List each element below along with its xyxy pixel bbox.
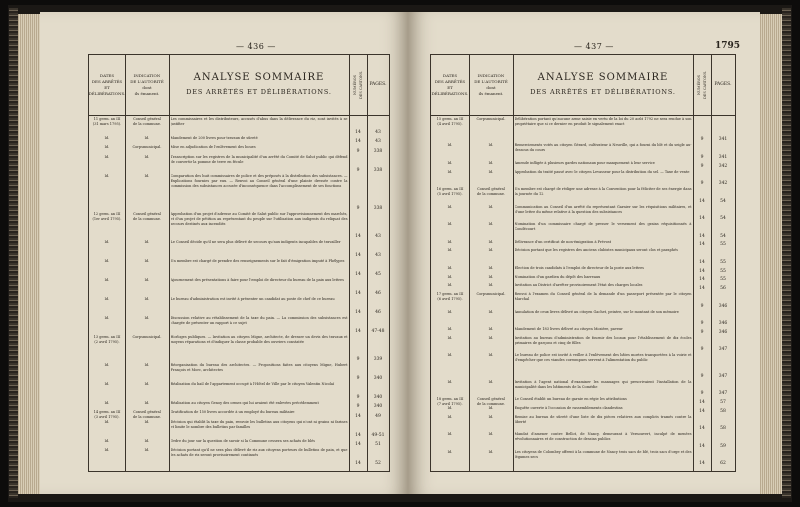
- header-dates: DATES DES ARRÊTÉS ET DÉLIBÉRATIONS.: [88, 73, 126, 96]
- box-number-cell: 9: [356, 167, 360, 173]
- page-cell: 46: [375, 309, 381, 315]
- summary-cell: Mandement de 183 livres délivré au citoyen Mozière, paveur: [514, 327, 623, 331]
- table-row: [431, 266, 735, 275]
- date-cell: Id.: [447, 265, 453, 270]
- summary-cell: Transcription sur les registres de la municipalité d'un arrêté du Comité de Salut public qui défend de convertir la pomme de terre en fécule: [170, 154, 348, 164]
- box-number-cell: 9: [700, 154, 704, 160]
- summary-cell: Réalisation au citoyen Genoy des ormes qui lui avaient été enlevées précédemment: [170, 400, 319, 405]
- table-row: [431, 222, 735, 240]
- table-row: [89, 240, 389, 259]
- summary-cell: Les citoyens de Colombey offrent à la commune de Nancy trois sacs de blé, trois sacs d'orge et des légumes secs: [514, 449, 692, 459]
- box-number-cell: 9: [700, 137, 704, 143]
- authority-cell: Id.: [488, 265, 494, 270]
- table-header: [89, 55, 389, 116]
- table-row: [431, 205, 735, 223]
- box-number-cell: 14: [355, 309, 361, 315]
- box-number-cell: 9: [700, 321, 704, 326]
- box-number-cell: 14: [355, 460, 361, 466]
- date-cell: Id.: [447, 449, 453, 454]
- date-cell: Id.: [104, 315, 110, 320]
- authority-cell: Id.: [144, 315, 150, 320]
- box-number-cell: 14: [699, 198, 705, 204]
- page-cell: 340: [373, 404, 383, 410]
- summary-cell: Décision portant que les registres des anciens clubistes municipaux seront clos et paraphés: [514, 248, 678, 253]
- date-cell: Id.: [447, 204, 453, 209]
- table-row: [89, 439, 389, 448]
- table-row: [431, 380, 735, 398]
- page-cell: 49: [375, 413, 381, 419]
- authority-cell: Id.: [488, 432, 494, 436]
- authority-cell: Corpsmunicipal.: [132, 145, 162, 150]
- authority-cell: Id.: [144, 296, 150, 301]
- table-row: [431, 397, 735, 406]
- authority-cell: Corpsmunicipal.: [132, 334, 162, 339]
- box-number-cell: 14: [355, 252, 361, 258]
- date-cell: Id.: [447, 239, 453, 244]
- right-binding-edge: [782, 8, 791, 498]
- page-cell: 43: [375, 252, 381, 258]
- date-cell: 18 germ. an III (7 avril 1795).: [436, 397, 464, 406]
- header-authority: INDICATION DE L'AUTORITÉ dont ils émanent.: [130, 73, 164, 96]
- authority-cell: Id.: [144, 381, 150, 386]
- summary-cell: Ordre du jour sur la question de savoir si la Commune cessera ses achats de blés: [170, 438, 315, 443]
- authority-cell: Corpsmunicipal.: [476, 292, 506, 296]
- authority-cell: Id.: [488, 274, 494, 279]
- page-cell: 52: [375, 460, 381, 466]
- box-number-cell: 14: [355, 290, 361, 296]
- date-cell: Id.: [104, 438, 110, 443]
- table-row: [431, 161, 735, 170]
- authority-cell: Id.: [144, 362, 150, 367]
- table-row: [431, 353, 735, 379]
- box-number-cell: 14: [699, 443, 705, 449]
- summary-cell: Remise au bureau de sûreté d'une liste de dix pièces relatives aux complots tramés contre la liberté: [514, 414, 692, 424]
- page-cell: 46: [375, 290, 381, 296]
- page-cell: 346: [718, 303, 728, 309]
- page-cell: 346: [718, 329, 728, 335]
- page-cell: 58: [720, 408, 726, 414]
- header-pages: PAGES.: [369, 82, 387, 87]
- page-cell: 45: [375, 271, 381, 277]
- box-number-cell: 9: [356, 394, 360, 400]
- page-cell: 43: [375, 233, 381, 239]
- authority-cell: Id.: [488, 405, 494, 410]
- page-cell: 342: [718, 163, 728, 169]
- authority-cell: Id.: [488, 204, 494, 209]
- header-dates: DATES DES ARRÊTÉS ET DÉLIBÉRATIONS.: [431, 73, 469, 96]
- table-row: [89, 297, 389, 316]
- authority-cell: Id.: [144, 258, 150, 263]
- table-row: [431, 187, 735, 205]
- page-cell: 54: [720, 216, 726, 221]
- authority-cell: Id.: [144, 419, 150, 424]
- left-page-edges: [18, 14, 40, 494]
- date-cell: 13 germ. an III (2 avril 1795).: [93, 334, 121, 344]
- authority-cell: Id.: [488, 143, 494, 148]
- page-cell: 347: [718, 391, 728, 396]
- date-cell: 16 germ. an III (5 avril 1795).: [436, 187, 464, 196]
- box-number-cell: 14: [699, 242, 705, 248]
- box-number-cell: 9: [700, 373, 704, 379]
- table-row: [431, 143, 735, 161]
- box-number-cell: 14: [699, 233, 705, 239]
- date-cell: Id.: [447, 169, 453, 174]
- table-row: [89, 259, 389, 278]
- table-row: [431, 406, 735, 415]
- date-cell: Id.: [447, 274, 453, 279]
- box-number-cell: 14: [699, 461, 705, 466]
- authority-cell: Id.: [488, 449, 494, 454]
- date-cell: Id.: [447, 379, 453, 384]
- page-cell: 56: [720, 286, 726, 291]
- table-row: [89, 382, 389, 401]
- date-cell: Id.: [447, 283, 453, 288]
- summary-cell: Réalisation du bail de l'appartement occupé à l'Hôtel de Ville par le citoyen Valentin Nicolaï: [170, 381, 335, 386]
- summary-cell: Délivrance d'un certificat de non-émigration à Prévost: [514, 239, 612, 244]
- date-cell: Id.: [104, 277, 110, 282]
- box-number-cell: 9: [700, 329, 704, 335]
- authority-cell: Id.: [488, 327, 494, 331]
- authority-cell: Conseil général de la commune.: [476, 187, 506, 196]
- authority-cell: Id.: [144, 277, 150, 282]
- date-cell: 15 germ. an III (4 avril 1795).: [436, 117, 464, 126]
- box-number-cell: 14: [355, 233, 361, 239]
- running-head: 1795: [714, 41, 740, 51]
- authority-cell: Conseil général de la commune.: [132, 117, 162, 126]
- table-row: [89, 155, 389, 174]
- date-cell: Id.: [104, 173, 110, 178]
- table-row: [431, 292, 735, 310]
- box-number-cell: 14: [699, 268, 705, 274]
- date-cell: Id.: [447, 405, 453, 410]
- table-row: [431, 240, 735, 249]
- table-row: [89, 174, 389, 212]
- table-row: [89, 316, 389, 335]
- box-number-cell: 14: [355, 139, 361, 145]
- box-number-cell: 9: [700, 163, 704, 169]
- page-cell: 57: [720, 399, 726, 405]
- page-cell: 51: [375, 442, 381, 448]
- box-number-cell: 9: [700, 181, 704, 186]
- page-cell: 347: [718, 347, 728, 353]
- summary-cell: Délibération portant qu'aucune arme saisie en vertu de la loi du 20 août 1792 ne sera rendue à son propriétaire que si ce dernier en produit le signalement exact: [514, 117, 692, 126]
- summary-cell: Comparution des huit commissaires de police et des préposés à la distribution des subsistances. — Explications fournies par eux. — Renvoi au Conseil général d'une plainte dressée contre la commission des subsistances accusée d'inconséquence dans l'accomplissement de ses fonctions: [170, 173, 348, 188]
- table-row: [89, 420, 389, 439]
- authority-cell: Id.: [488, 353, 494, 358]
- date-cell: Id.: [104, 400, 110, 405]
- page-cell: 341: [718, 137, 728, 143]
- left-page: [40, 12, 408, 494]
- table-row: [89, 363, 389, 382]
- summary-cell: Horloges publiques. — Invitation au citoyen Migne, architecte, de dresser un devis des travaux et moyens réparations et d'indiquer la classe probable des ouvriers constatée: [170, 334, 348, 344]
- summary-cell: Le Conseil établit un bureau de garnie en régie les attributions: [514, 397, 627, 401]
- box-number-cell: 14: [699, 216, 705, 221]
- summary-cell: Élection de trois candidats à l'emploi de directeur de la poste aux lettres: [514, 265, 644, 270]
- summary-cell: Le bureau d'administration est invité à présenter un candidat au poste de chef de ce bureau: [170, 296, 335, 301]
- summary-cell: Nomination d'un commissaire chargé de presser le versement des grains réquisitionnés à Condécourt: [514, 222, 692, 231]
- date-cell: Id.: [104, 154, 110, 159]
- authority-cell: Id.: [144, 448, 150, 453]
- authority-cell: Id.: [488, 248, 494, 253]
- page-cell: 62: [720, 461, 726, 466]
- page-cell: 55: [720, 277, 726, 283]
- authority-cell: Id.: [144, 239, 150, 244]
- summary-cell: Réorganisation du bureau des architectes. — Propositions faites aux citoyens Migne, Hubert François et Morc, architectes: [170, 362, 348, 372]
- box-number-cell: 14: [699, 259, 705, 265]
- page-cell: 54: [720, 233, 726, 239]
- box-number-cell: 9: [356, 404, 360, 410]
- box-number-cell: 14: [355, 129, 361, 135]
- box-number-cell: 9: [356, 205, 360, 211]
- page-cell: 55: [720, 268, 726, 274]
- date-cell: 12 germ. an III (1er avril 1795).: [92, 211, 122, 221]
- authority-cell: Id.: [144, 135, 150, 140]
- box-number-cell: 9: [356, 375, 360, 381]
- authority-cell: Id.: [488, 379, 494, 384]
- header-analysis: [513, 55, 693, 115]
- left-binding-edge: [9, 8, 18, 498]
- box-number-cell: 9: [356, 356, 360, 362]
- page-cell: 341: [718, 154, 728, 160]
- date-cell: Id.: [104, 362, 110, 367]
- summary-cell: Mandement de 200 livres pour travaux de sûreté: [170, 135, 258, 140]
- summary-cell: Invitation au bureau d'administration de fournir des locaux pour l'établissement de dix écoles primaires de garçons et cinq de filles: [514, 335, 692, 345]
- summary-cell: Un membre est chargé de rédiger une adresse à la Convention pour la féliciter de ses énergie dans la journée du 12: [514, 187, 692, 196]
- header-pages: PAGES.: [714, 82, 732, 87]
- date-cell: Id.: [104, 258, 110, 263]
- box-number-cell: 14: [355, 413, 361, 419]
- page-cell: 346: [718, 321, 728, 326]
- right-page: [408, 12, 760, 494]
- header-box-numbers: NUMÉROS DES CARTONS.: [697, 70, 707, 100]
- authority-cell: Id.: [144, 400, 150, 405]
- summary-cell: Le Conseil décide qu'il ne sera plus délivré de secours qu'aux indigents incapables de travailler: [170, 239, 341, 244]
- table-row: [89, 117, 389, 136]
- table-row: [89, 401, 389, 410]
- date-cell: Id.: [104, 381, 110, 386]
- page-cell: 340: [373, 375, 383, 381]
- table-row: [89, 410, 389, 419]
- box-number-cell: 9: [700, 391, 704, 396]
- page-cell: 338: [373, 148, 383, 154]
- summary-cell: Amende infligée à plusieurs gardes nationaux pour manquement à leur service: [514, 160, 655, 165]
- summary-cell: Ajournement des présentations à faire pour l'emploi de directeur du bureau de la paix aux lettres: [170, 277, 344, 282]
- summary-cell: Communication au Conseil d'un arrêté du représentant Garnier sur les réquisitions militaires, et d'une lettre du même relative à la question des subsistances: [514, 204, 692, 214]
- box-number-cell: 14: [355, 271, 361, 277]
- box-number-cell: 14: [355, 432, 361, 438]
- authority-cell: Id.: [488, 169, 494, 174]
- page-cell: 49-51: [371, 432, 385, 438]
- table-row: [431, 336, 735, 354]
- date-cell: Id.: [447, 414, 453, 419]
- box-number-cell: 9: [700, 303, 704, 309]
- summary-cell: Approbation du traité passé avec le citoyen Levasseur pour la distribution du sel. — Taxe de vente: [514, 169, 690, 174]
- summary-cell: Nomination d'un gardien du dépôt des barreaux: [514, 274, 601, 279]
- table-row: [431, 275, 735, 284]
- box-number-cell: 9: [356, 148, 360, 154]
- authority-cell: Conseil général de la commune.: [132, 211, 162, 221]
- table-row: [431, 283, 735, 292]
- table-row: [431, 327, 735, 336]
- summary-cell: Enquête ouverte à l'occasion de rassemblements clandestins: [514, 405, 623, 410]
- date-cell: Id.: [104, 296, 110, 301]
- header-analysis-title: ANALYSE SOMMAIRE: [193, 72, 325, 83]
- page-cell: 55: [720, 242, 726, 248]
- table-row: [431, 432, 735, 450]
- authority-cell: Id.: [488, 414, 494, 419]
- page-cell: 58: [720, 426, 726, 431]
- date-cell: Id.: [104, 135, 110, 140]
- authority-cell: Id.: [144, 173, 150, 178]
- table-row: [431, 310, 735, 328]
- summary-cell: Mandat d'amener contre Bellot, de Nancy, demeurant à Vernouvert, inculpé de menées révolutionnaires et de construction de dessins publics: [514, 432, 692, 441]
- authority-cell: Conseil général de la commune.: [132, 410, 162, 420]
- box-number-cell: 14: [699, 286, 705, 291]
- summary-cell: Remerciements votés au citoyen Gérard, cultivateur à Neuville, qui a fourni du blé et du seigle au-dessous du cours: [514, 143, 692, 153]
- table-row: [89, 212, 389, 240]
- summary-cell: Approbation d'un projet d'adresse au Comité de Salut public sur l'approvisionnement des marchés, et d'un projet de pétition au représentant du peuple sur l'utilisation aux indigents du reliquat des secours destinés aux incendiés: [170, 211, 348, 226]
- header-analysis: [169, 55, 349, 115]
- authority-cell: Id.: [488, 239, 494, 244]
- page-cell: 340: [373, 394, 383, 400]
- authority-cell: Conseil général de la commune.: [476, 397, 506, 406]
- authority-cell: Id.: [488, 283, 494, 288]
- summary-cell: Décision qui établit la taxe du pain, renvoie les bulletins aux citoyens qui n'ont ni grains ni farines et limite le nombre des bulletins par familles: [170, 419, 348, 429]
- authority-cell: Id.: [488, 309, 494, 314]
- date-cell: Id.: [104, 145, 110, 150]
- table-row: [431, 415, 735, 433]
- box-number-cell: 14: [699, 408, 705, 414]
- date-cell: Id.: [447, 327, 453, 331]
- page-cell: 59: [720, 443, 726, 449]
- summary-cell: Renvoi à l'examen du Conseil général de la demande d'un passeport présentée par le citoyen Marchal: [514, 292, 692, 301]
- page-number: — 437 —: [574, 42, 614, 51]
- summary-cell: Les commissaires et les distributeurs, accusés d'abus dans la délivrance du riz, sont invités à se justifier: [170, 117, 348, 126]
- summary-cell: Mise en adjudication de l'enlèvement des boues: [170, 145, 256, 150]
- authority-cell: Id.: [144, 438, 150, 443]
- page-cell: 347: [718, 373, 728, 379]
- table-row: [89, 145, 389, 154]
- page-cell: 338: [373, 167, 383, 173]
- page-cell: 338: [373, 205, 383, 211]
- summary-cell: Invitation au District d'arrêter provisoirement l'état des charges locales: [514, 283, 643, 288]
- date-cell: Id.: [447, 432, 453, 436]
- authority-cell: Id.: [488, 335, 494, 340]
- page-cell: 339: [373, 356, 383, 362]
- box-number-cell: 14: [699, 277, 705, 283]
- summary-cell: Annulation de ceux livres délivré au citoyen Gachet, peintre, sur le montant de son mémoire: [514, 309, 679, 314]
- header-box-numbers: NUMÉROS DES CARTONS.: [353, 70, 363, 100]
- page-cell: 342: [718, 181, 728, 186]
- register-table: [88, 54, 390, 472]
- box-number-cell: 9: [700, 347, 704, 353]
- page-cell: 43: [375, 139, 381, 145]
- register-table: [430, 54, 736, 472]
- date-cell: Id.: [447, 248, 453, 253]
- authority-cell: Id.: [488, 160, 494, 165]
- table-row: [89, 448, 389, 467]
- table-row: [431, 450, 735, 468]
- box-number-cell: 14: [355, 442, 361, 448]
- box-number-cell: 14: [355, 328, 361, 334]
- summary-cell: Gratification de 150 livres accordée à un employé du bureau militaire: [170, 410, 295, 415]
- date-cell: 11 germ. an III (31 mars 1795).: [92, 117, 122, 126]
- date-cell: Id.: [447, 222, 453, 226]
- header-analysis-subtitle: DES ARRÊTÉS ET DÉLIBÉRATIONS.: [530, 88, 676, 96]
- table-row: [89, 136, 389, 145]
- page-number: — 436 —: [236, 42, 276, 51]
- page-cell: 55: [720, 259, 726, 265]
- table-row: [431, 248, 735, 266]
- table-row: [89, 278, 389, 297]
- summary-cell: Invitation à l'agent national d'examiner les manuages qui prescrivaient l'installation de la municipalité dans les bâtiments de la Comédie: [514, 379, 692, 389]
- summary-cell: Discussion relative au rétablissement de la taxe du pain. — La commission des subsistances est chargée de présenter un rapport à ce sujet: [170, 315, 348, 325]
- table-row: [431, 170, 735, 188]
- date-cell: 14 germ. an III (3 avril 1795).: [93, 410, 121, 420]
- date-cell: Id.: [447, 309, 453, 314]
- table-row: [89, 335, 389, 363]
- date-cell: Id.: [104, 239, 110, 244]
- page-cell: 54: [720, 198, 726, 204]
- date-cell: Id.: [447, 143, 453, 148]
- header-authority: INDICATION DE L'AUTORITÉ dont ils émanent.: [474, 73, 508, 96]
- authority-cell: Corpsmunicipal.: [476, 117, 506, 121]
- date-cell: 17 germ. an III (6 avril 1795).: [436, 292, 464, 301]
- header-analysis-subtitle: DES ARRÊTÉS ET DÉLIBÉRATIONS.: [186, 88, 332, 96]
- date-cell: Id.: [447, 160, 453, 165]
- authority-cell: Id.: [144, 154, 150, 159]
- date-cell: Id.: [447, 335, 453, 340]
- table-header: [431, 55, 735, 116]
- page-cell: 47-48: [371, 328, 385, 334]
- box-number-cell: 14: [699, 426, 705, 431]
- table-row: [431, 117, 735, 143]
- box-number-cell: 14: [699, 399, 705, 405]
- page-cell: 43: [375, 129, 381, 135]
- date-cell: Id.: [104, 448, 110, 453]
- authority-cell: Id.: [488, 222, 494, 226]
- date-cell: Id.: [447, 353, 453, 358]
- date-cell: Id.: [104, 419, 110, 424]
- summary-cell: Décision portant qu'il ne sera plus délivré de riz aux citoyens porteurs de bulletins de pain, et que les achats de riz seront provisoirement continués: [170, 448, 348, 458]
- right-page-edges: [760, 14, 782, 494]
- summary-cell: Un membre est chargé de prendre des renseignements sur le fait d'émigration imputé à Phélypes: [170, 258, 345, 263]
- header-analysis-title: ANALYSE SOMMAIRE: [537, 72, 669, 83]
- summary-cell: Le bureau de police est invité à veiller à l'enlèvement des bâtes mortes transportées à la voirie et d'empêcher que ces viandes corrompues servent à l'alimentation du public: [514, 353, 692, 363]
